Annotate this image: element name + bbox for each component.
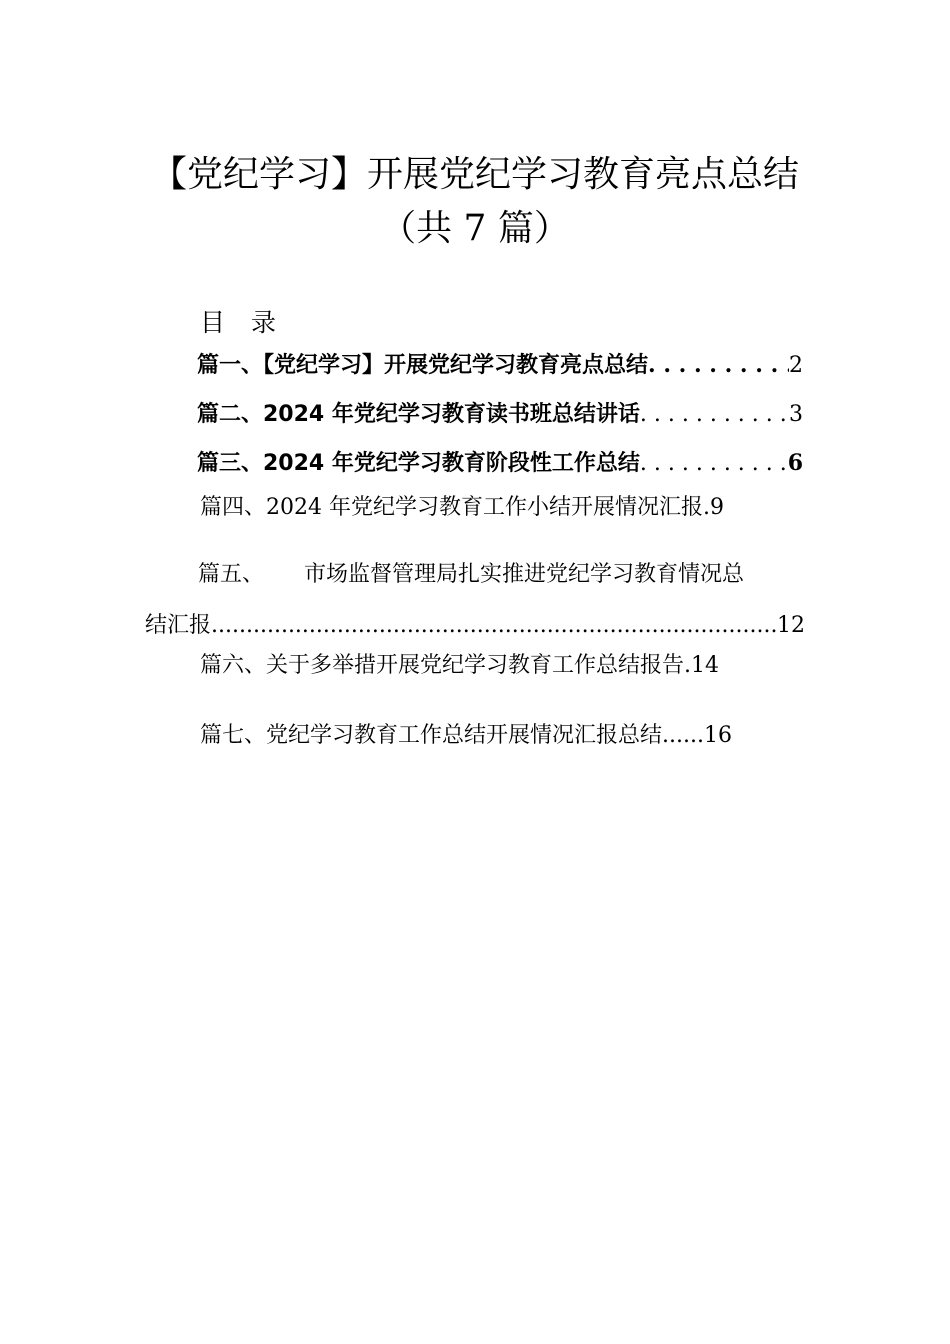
toc-entry-5[interactable] — [198, 557, 804, 588]
toc-entry-page: 12 — [777, 613, 805, 638]
toc-entry-3[interactable] — [197, 446, 803, 477]
toc-leader-dots — [640, 451, 788, 476]
toc-leader-dots — [211, 613, 777, 638]
document-title-line-1: 【党纪学习】开展党纪学习教育亮点总结 — [150, 154, 799, 195]
toc-entry-label: 篇一、【党纪学习】开展党纪学习教育亮点总结 — [197, 353, 649, 378]
toc-entry-label: 篇二、2024 年党纪学习教育读书班总结讲话 — [197, 402, 640, 427]
toc-leader-dots — [648, 352, 789, 378]
toc-entry-label: 市场监督管理局扎实推进党纪学习教育情况总 — [304, 562, 745, 587]
toc-entry-6[interactable] — [200, 648, 806, 679]
toc-entry-label: 篇六、关于多举措开展党纪学习教育工作总结报告 — [200, 653, 685, 678]
toc-entry-5-continued[interactable] — [145, 608, 805, 639]
toc-entry-4[interactable] — [200, 490, 806, 521]
toc-entry-page: 3 — [789, 402, 803, 427]
toc-entry-page: .9 — [702, 495, 724, 520]
toc-entry-2[interactable] — [197, 397, 803, 428]
toc-leader-dots — [640, 402, 789, 427]
toc-heading: 目录 — [200, 308, 303, 337]
toc-entry-label: 篇四、2024 年党纪学习教育工作小结开展情况汇报 — [200, 495, 703, 520]
toc-entry-label-continued: 结汇报 — [145, 613, 212, 638]
toc-entry-page: ......16 — [662, 723, 732, 748]
toc-entry-prefix: 篇五、 — [198, 562, 265, 587]
toc-entry-label: 篇三、2024 年党纪学习教育阶段性工作总结 — [197, 451, 640, 476]
document-title-line-2: （共 7 篇） — [380, 208, 570, 249]
toc-entry-label: 篇七、党纪学习教育工作总结开展情况汇报总结 — [200, 723, 663, 748]
toc-entry-page: 6 — [787, 450, 803, 476]
toc-entry-7[interactable] — [200, 718, 806, 749]
toc-entry-page: .14 — [684, 653, 720, 678]
toc-entry-page: 2 — [789, 353, 803, 378]
toc-entry-1[interactable] — [197, 348, 803, 379]
